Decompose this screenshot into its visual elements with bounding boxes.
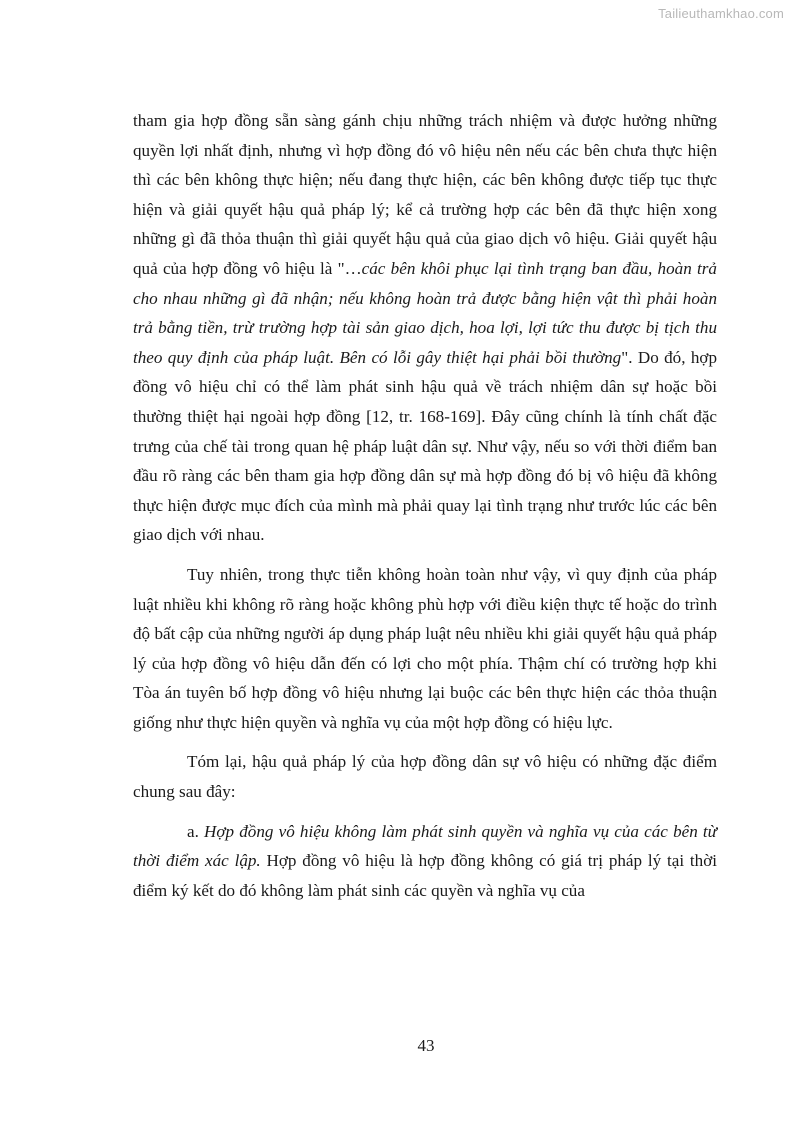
paragraph-4-label: a. (187, 821, 205, 841)
page-number: 43 (417, 1036, 435, 1055)
paragraph-1 (133, 106, 717, 550)
paragraph-4 (133, 817, 717, 906)
paragraph-1-quote-italic: các bên khôi phục lại tình trạng ban đầu, hoàn trả cho nhau những gì đã nhận; nếu không hoàn trả được bằng hiện vật thì phải hoàn trả bằng tiền, trừ trường hợp tài sản giao dịch, hoa lợi, lợi tức thu được bị tịch thu theo quy định của pháp luật. Bên có lỗi gây thiệt hại phải bồi thường (133, 258, 717, 367)
paragraph-2 (133, 560, 717, 738)
watermark-text: Tailieuthamkhao.com (658, 6, 784, 21)
paragraph-3-text: Tóm lại, hậu quả pháp lý của hợp đồng dân sự vô hiệu có những đặc điểm chung sau đây: (133, 752, 717, 802)
paragraph-1-text: tham gia hợp đồng sẵn sàng gánh chịu những trách nhiệm và được hưởng những quyền lợi nhất định, nhưng vì hợp đồng đó vô hiệu nên nếu các bên chưa thực hiện thì các bên không thực hiện; nếu đang thực hiện, các bên không được tiếp tục thực hiện và giải quyết hậu quả pháp lý; kể cả trường hợp các bên đã thực hiện xong những gì đã thỏa thuận thì giải quyết hậu quả của giao dịch vô hiệu. Giải quyết hậu quả của hợp đồng vô hiệu là "… (133, 111, 717, 278)
paragraph-2-text: Tuy nhiên, trong thực tiễn không hoàn toàn như vậy, vì quy định của pháp luật nhiều khi không rõ ràng hoặc không phù hợp với điều kiện thực tế hoặc do trình độ bất cập của những người áp dụng pháp luật nêu nhiều khi giải quyết hậu quả pháp lý của hợp đồng vô hiệu dẫn đến có lợi cho một phía. Thậm chí có trường hợp khi Tòa án tuyên bố hợp đồng vô hiệu nhưng lại buộc các bên thực hiện các thỏa thuận giống như thực hiện quyền và nghĩa vụ của một hợp đồng có hiệu lực. (133, 564, 717, 732)
paragraph-4-text: Hợp đồng vô hiệu là hợp đồng không có giá trị pháp lý tại thời điểm ký kết do đó không làm phát sinh các quyền và nghĩa vụ của (133, 851, 717, 900)
paragraph-1-text-cont: ". Do đó, hợp đồng vô hiệu chỉ có thể làm phát sinh hậu quả về trách nhiệm dân sự hoặc bồi thường thiệt hại ngoài hợp đồng [12, tr. 168-169]. Đây cũng chính là tính chất đặc trưng của chế tài trong quan hệ pháp luật dân sự. Như vậy, nếu so với thời điểm ban đầu rõ ràng các bên tham gia hợp đồng dân sự mà hợp đồng đó bị vô hiệu đã không thực hiện được mục đích của mình mà phải quay lại tình trạng như trước lúc các bên giao dịch với nhau. (133, 347, 718, 545)
paragraph-4-heading-italic: Hợp đồng vô hiệu không làm phát sinh quyền và nghĩa vụ của các bên từ thời điểm xác lập. (133, 821, 717, 871)
paragraph-3 (133, 747, 717, 806)
document-body (133, 106, 717, 905)
